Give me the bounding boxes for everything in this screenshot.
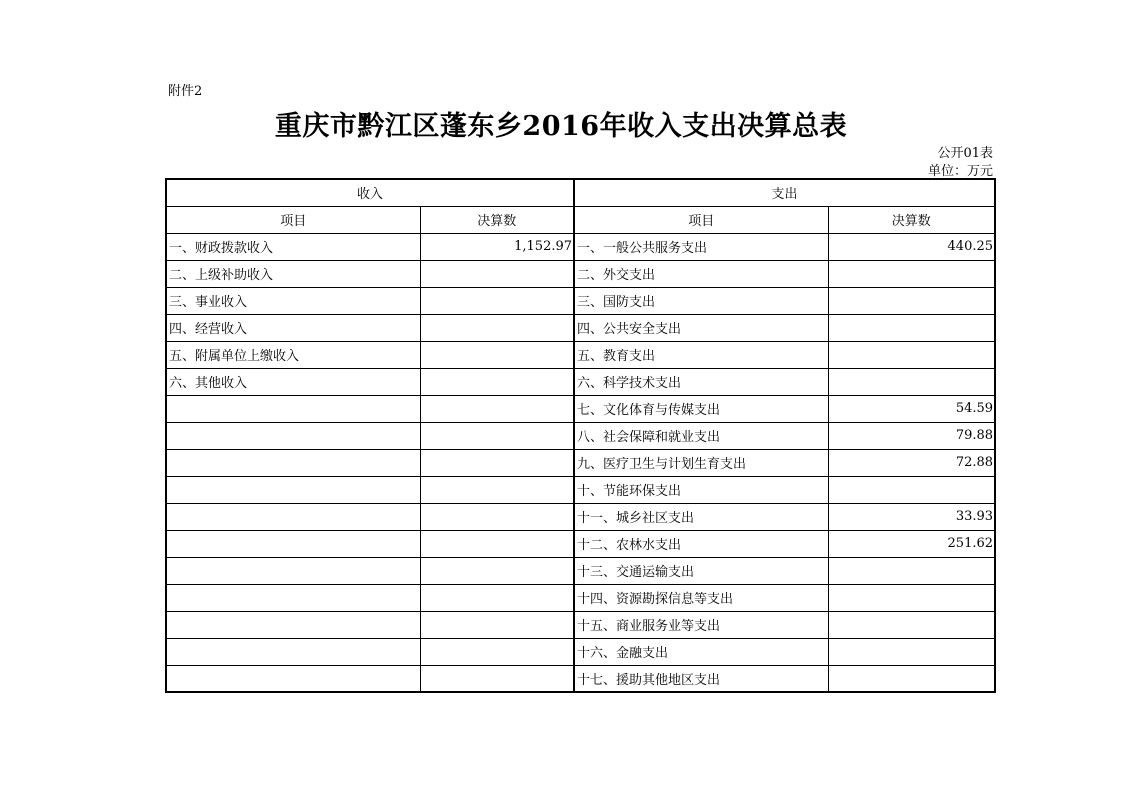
income-amount-header: 决算数 <box>420 206 574 233</box>
expenditure-item-cell: 十一、城乡社区支出 <box>574 503 828 530</box>
income-amount-cell <box>420 368 574 395</box>
income-amount-cell <box>420 260 574 287</box>
attachment-label: 附件2 <box>168 84 203 99</box>
expenditure-amount-cell: 33.93 <box>828 503 995 530</box>
table-row <box>166 449 995 476</box>
table-row <box>166 233 995 260</box>
expenditure-item-header: 项目 <box>574 206 828 233</box>
expenditure-item-cell: 十七、援助其他地区支出 <box>574 665 828 692</box>
income-section-header: 收入 <box>166 179 574 206</box>
expenditure-item-cell: 十四、资源勘探信息等支出 <box>574 584 828 611</box>
expenditure-item-cell: 一、一般公共服务支出 <box>574 233 828 260</box>
expenditure-amount-cell <box>828 260 995 287</box>
income-amount-cell <box>420 287 574 314</box>
expenditure-amount-cell <box>828 314 995 341</box>
income-amount-cell <box>420 584 574 611</box>
income-amount-cell <box>420 611 574 638</box>
expenditure-item-cell: 十二、农林水支出 <box>574 530 828 557</box>
income-item-cell <box>166 611 420 638</box>
expenditure-amount-cell <box>828 557 995 584</box>
income-item-cell: 四、经营收入 <box>166 314 420 341</box>
income-amount-cell <box>420 638 574 665</box>
table-row <box>166 341 995 368</box>
income-amount-cell <box>420 395 574 422</box>
income-amount-cell <box>420 314 574 341</box>
income-amount-cell <box>420 341 574 368</box>
income-item-cell: 六、其他收入 <box>166 368 420 395</box>
expenditure-item-cell: 八、社会保障和就业支出 <box>574 422 828 449</box>
table-row <box>166 395 995 422</box>
table-body <box>166 233 995 692</box>
form-code: 公开01表 <box>937 146 993 161</box>
income-item-cell <box>166 476 420 503</box>
expenditure-amount-header: 决算数 <box>828 206 995 233</box>
table-row <box>166 557 995 584</box>
column-header-row <box>166 206 995 233</box>
expenditure-item-cell: 十三、交通运输支出 <box>574 557 828 584</box>
expenditure-amount-cell <box>828 638 995 665</box>
page-title: 重庆市黔江区蓬东乡2016年收入支出决算总表 <box>274 111 848 142</box>
expenditure-amount-cell <box>828 287 995 314</box>
income-item-cell <box>166 557 420 584</box>
expenditure-amount-cell <box>828 341 995 368</box>
expenditure-section-header: 支出 <box>574 179 995 206</box>
expenditure-item-cell: 十六、金融支出 <box>574 638 828 665</box>
income-item-header: 项目 <box>166 206 420 233</box>
table-row <box>166 638 995 665</box>
expenditure-item-cell: 九、医疗卫生与计划生育支出 <box>574 449 828 476</box>
income-amount-cell: 1,152.97 <box>420 233 574 260</box>
table-row <box>166 260 995 287</box>
table-row <box>166 665 995 692</box>
income-item-cell <box>166 449 420 476</box>
income-amount-cell <box>420 476 574 503</box>
expenditure-amount-cell <box>828 476 995 503</box>
income-amount-cell <box>420 665 574 692</box>
income-amount-cell <box>420 530 574 557</box>
table-row <box>166 584 995 611</box>
table-row <box>166 422 995 449</box>
expenditure-amount-cell: 79.88 <box>828 422 995 449</box>
expenditure-amount-cell: 251.62 <box>828 530 995 557</box>
income-item-cell <box>166 422 420 449</box>
income-item-cell: 五、附属单位上缴收入 <box>166 341 420 368</box>
table-row <box>166 611 995 638</box>
table-row <box>166 503 995 530</box>
expenditure-amount-cell: 440.25 <box>828 233 995 260</box>
expenditure-item-cell: 十、节能环保支出 <box>574 476 828 503</box>
expenditure-amount-cell <box>828 665 995 692</box>
table-row <box>166 476 995 503</box>
expenditure-item-cell: 三、国防支出 <box>574 287 828 314</box>
income-item-cell <box>166 665 420 692</box>
income-amount-cell <box>420 557 574 584</box>
expenditure-item-cell: 七、文化体育与传媒支出 <box>574 395 828 422</box>
expenditure-amount-cell <box>828 611 995 638</box>
budget-table <box>165 178 996 693</box>
table-row <box>166 368 995 395</box>
income-item-cell: 二、上级补助收入 <box>166 260 420 287</box>
table-row <box>166 287 995 314</box>
income-item-cell <box>166 395 420 422</box>
income-item-cell <box>166 503 420 530</box>
expenditure-item-cell: 四、公共安全支出 <box>574 314 828 341</box>
income-amount-cell <box>420 422 574 449</box>
table-row <box>166 530 995 557</box>
income-item-cell <box>166 638 420 665</box>
expenditure-amount-cell: 54.59 <box>828 395 995 422</box>
income-amount-cell <box>420 503 574 530</box>
expenditure-amount-cell <box>828 368 995 395</box>
income-item-cell <box>166 584 420 611</box>
income-item-cell <box>166 530 420 557</box>
expenditure-item-cell: 二、外交支出 <box>574 260 828 287</box>
expenditure-item-cell: 十五、商业服务业等支出 <box>574 611 828 638</box>
expenditure-item-cell: 五、教育支出 <box>574 341 828 368</box>
income-amount-cell <box>420 449 574 476</box>
unit-label: 单位：万元 <box>927 164 993 179</box>
income-item-cell: 一、财政拨款收入 <box>166 233 420 260</box>
income-item-cell: 三、事业收入 <box>166 287 420 314</box>
expenditure-amount-cell: 72.88 <box>828 449 995 476</box>
section-header-row <box>166 179 995 206</box>
table-row <box>166 314 995 341</box>
expenditure-item-cell: 六、科学技术支出 <box>574 368 828 395</box>
expenditure-amount-cell <box>828 584 995 611</box>
